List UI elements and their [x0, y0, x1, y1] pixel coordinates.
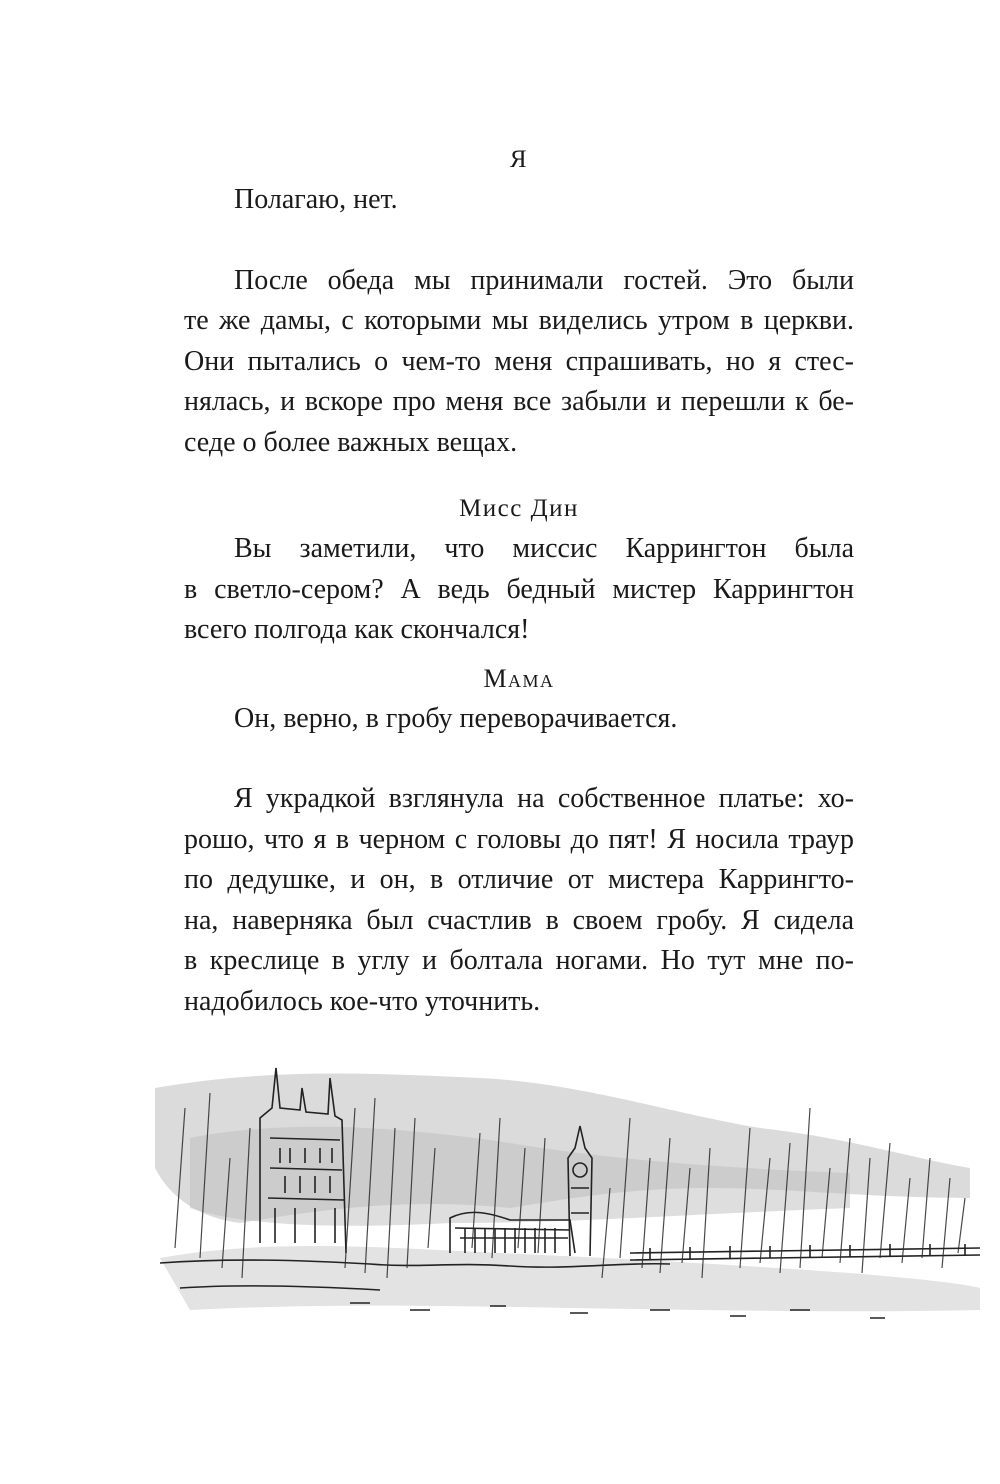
- text-line: Вы заметили, что миссис Каррингтон была: [234, 533, 854, 564]
- text-line: Он, верно, в гробу переворачивается.: [234, 702, 678, 734]
- speaker-name: Я: [509, 146, 529, 173]
- rainy-thames-westminster-sketch-icon: [150, 1048, 980, 1468]
- text-line: После обеда мы принимали гостей. Это были: [234, 264, 854, 296]
- speaker-name: Мама: [483, 663, 555, 693]
- paragraph: [184, 180, 854, 221]
- text-line: Они пытались о чем-то меня спрашивать, но я стес-: [184, 345, 854, 377]
- paragraph: [184, 699, 854, 740]
- text-line: надобилось кое-что уточнить.: [184, 985, 541, 1017]
- speaker-name: Мисс Дин: [459, 495, 579, 522]
- rain-cityscape-illustration: [150, 1048, 980, 1468]
- text-line: по дедушке, и он, в отличие от мистера Каррингто-: [184, 864, 854, 895]
- text-line: всего полгода как скончался!: [184, 614, 530, 645]
- text-line: нялась, и вскоре про меня все забыли и перешли к бе-: [184, 386, 854, 417]
- text-line: Я украдкой взглянула на собственное платье: хо-: [234, 783, 854, 814]
- text-line: Полагаю, нет.: [234, 184, 398, 215]
- paragraph: [184, 529, 854, 651]
- text-line: те же дамы, с которыми мы виделись утром в церкви.: [184, 305, 854, 336]
- text-line: рошо, что я в черном с головы до пят! Я носила траур: [184, 823, 854, 855]
- text-line: на, наверняка был счастлив в своем гробу. Я сидела: [184, 904, 854, 936]
- paragraph: [184, 779, 854, 1022]
- text-line: в светло-сером? А ведь бедный мистер Каррингтон: [184, 573, 854, 605]
- text-line: в креслице в углу и болтала ногами. Но тут мне по-: [184, 945, 854, 976]
- text-body: [184, 140, 854, 1022]
- paragraph: [184, 261, 854, 464]
- text-line: седе о более важных вещах.: [184, 426, 518, 458]
